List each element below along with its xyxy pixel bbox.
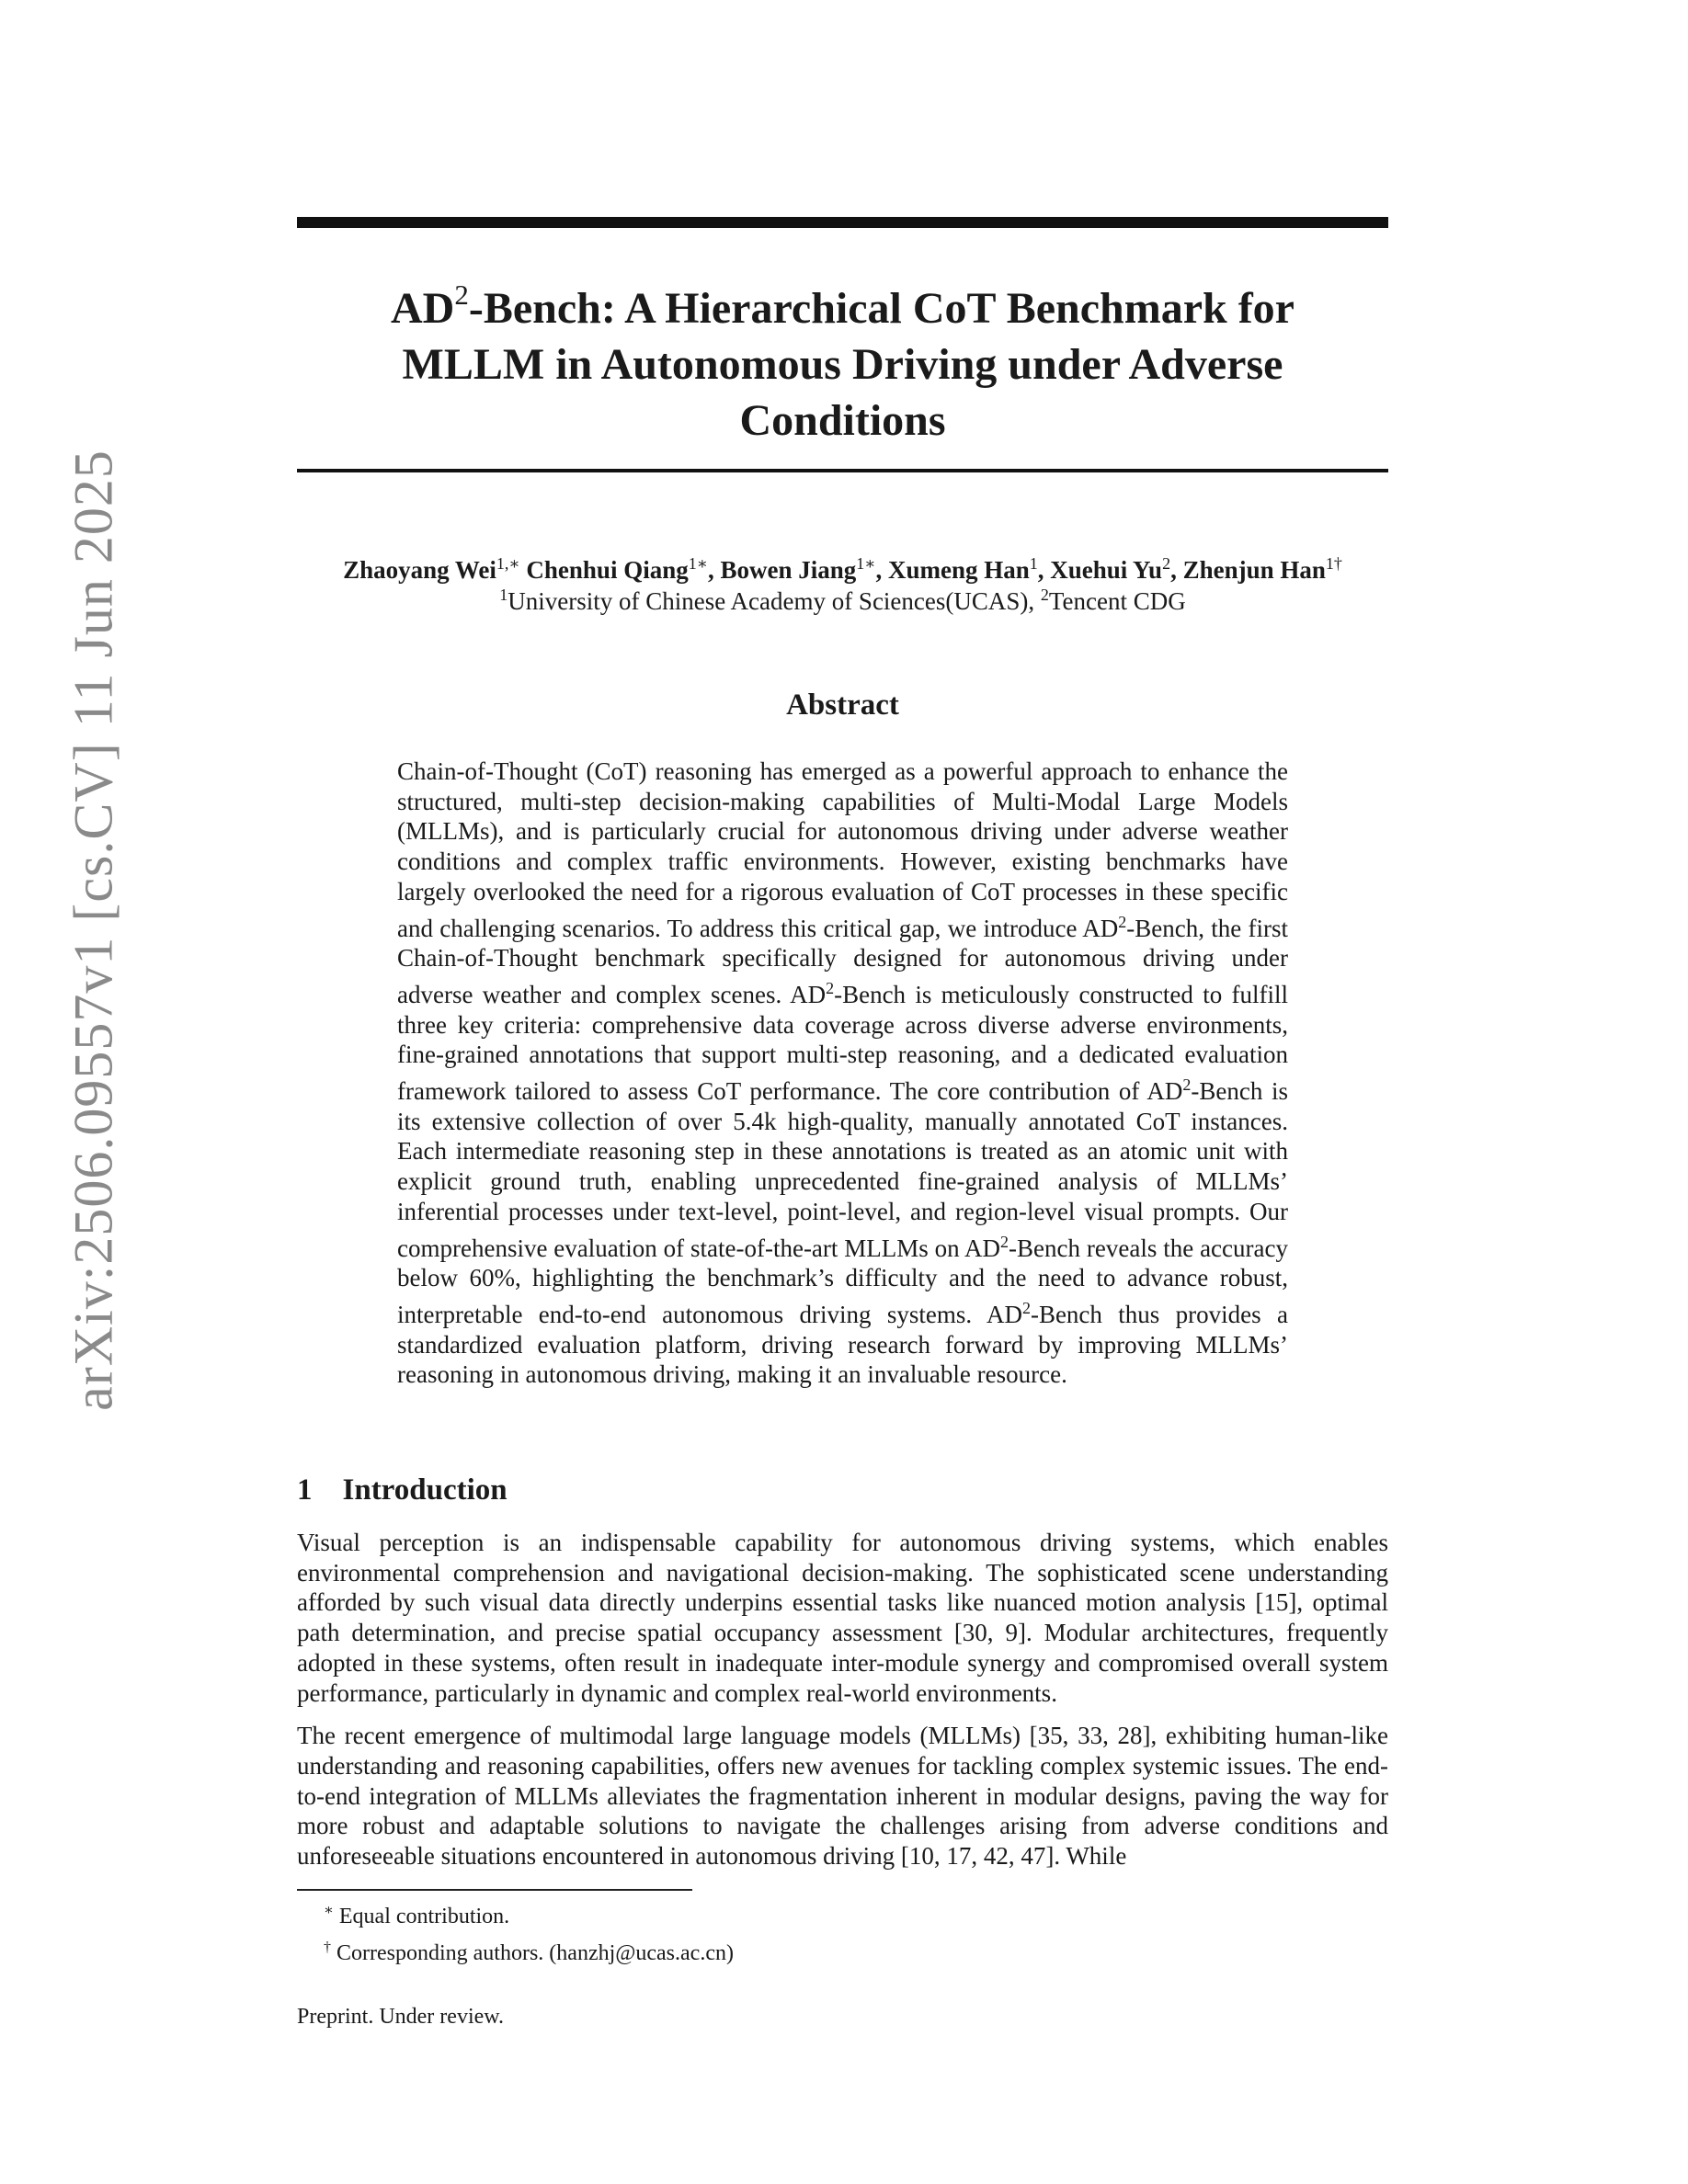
footnote-corresponding-authors: † Corresponding authors. (hanzhj@ucas.ac.cn): [324, 1939, 734, 1965]
section-heading-introduction: [297, 1473, 508, 1507]
title-prefix: AD: [391, 284, 455, 333]
title-line-1: -Bench: A Hierarchical CoT Benchmark for: [468, 284, 1295, 333]
title-line-2: MLLM in Autonomous Driving under Adverse: [402, 340, 1283, 389]
paragraph: Visual perception is an indispensable capability for autonomous driving systems, which enables environmental comprehension and navigational decision-making. The sophisticated scene understanding afforded by such visual data directly underpins essential tasks like nuanced motion analysis [15], optimal path determination, and precise spatial occupancy assessment [30, 9]. Modular architectures, frequently adopted in these systems, often result in inadequate inter-module synergy and compromised overall system performance, particularly in dynamic and complex real-world environments.: [297, 1529, 1388, 1707]
title-bottom-rule: [297, 469, 1388, 472]
abstract-text: Chain-of-Thought (CoT) reasoning has emerged as a powerful approach to enhance the structured, multi-step decision-making capabilities of Multi-Modal Large Models (MLLMs), and is particularly crucial for autonomous driving under adverse weather conditions and complex traffic environments. However, existing benchmarks have largely overlooked the need for a rigorous evaluation of CoT processes in these specific and challenging scenarios. To address this critical gap, we introduce $AD^2$-Bench, the first Chain-of-Thought benchmark specifically designed for autonomous driving under adverse weather and complex scenes. $AD^2$-Bench is meticulously constructed to fulfill three key criteria: comprehensive data coverage across diverse adverse environments, fine-grained annotations that support multi-step reasoning, and a dedicated evaluation framework tailored to assess CoT performance. The core contribution of $AD^2$-Bench is its extensive collection of over 5.4k high-quality, manually annotated CoT instances. Each intermediate reasoning step in these annotations is treated as an atomic unit with explicit ground truth, enabling unprecedented fine-grained analysis of MLLMs’ inferential processes under text-level, point-level, and region-level visual prompts. Our comprehensive evaluation of state-of-the-art MLLMs on $AD^2$-Bench reveals the accuracy below 60%, highlighting the benchmark’s difficulty and the need to advance robust, interpretable end-to-end autonomous driving systems. $AD^2$-Bench thus provides a standardized evaluation platform, driving research forward by improving MLLMs’ reasoning in autonomous driving, making it an invaluable resource.: [397, 757, 1289, 1389]
author: Chenhui Qiang$^{1∗}$,: [526, 554, 714, 584]
arxiv-identifier-stamp: arXiv:2506.09557v1 [cs.CV] 11 Jun 2025: [63, 449, 124, 1411]
affiliations: $^1$University of Chinese Academy of Sciences(UCAS), $^2$Tencent CDG: [499, 586, 1186, 615]
title-superscript: 2: [454, 279, 469, 311]
section-title: Introduction: [342, 1473, 508, 1507]
introduction-body: [297, 1528, 1388, 1884]
title-line-3: Conditions: [739, 396, 946, 445]
author: Zhenjun Han$^{1\dagger}$: [1182, 554, 1342, 584]
paragraph: The recent emergence of multimodal large language models (MLLMs) [35, 33, 28], exhibiting human-like understanding and reasoning capabilities, offers new avenues for tackling complex systemic issues. The end-to-end integration of MLLMs alleviates the fragmentation inherent in modular designs, paving the way for more robust and adaptable solutions to navigate the challenges arising from adverse conditions and unforeseeable situations encountered in autonomous driving [10, 17, 42, 47]. While: [297, 1722, 1388, 1871]
author: Xuehui Yu$^2$,: [1050, 554, 1177, 584]
section-number: 1: [297, 1473, 313, 1507]
abstract-heading: Abstract: [786, 688, 899, 722]
author: Zhaoyang Wei$^{1,∗}$: [343, 554, 520, 584]
footnotes: [324, 1895, 734, 1969]
author: Xumeng Han$^1$,: [887, 554, 1044, 584]
footnote-equal-contribution: ∗ Equal contribution.: [324, 1903, 510, 1928]
preprint-notice: Preprint. Under review.: [297, 2005, 505, 2029]
title-top-rule: [297, 217, 1388, 228]
author: Bowen Jiang$^{1∗}$,: [720, 554, 883, 584]
paper-title: [297, 269, 1388, 449]
footnote-rule: [297, 1889, 692, 1891]
